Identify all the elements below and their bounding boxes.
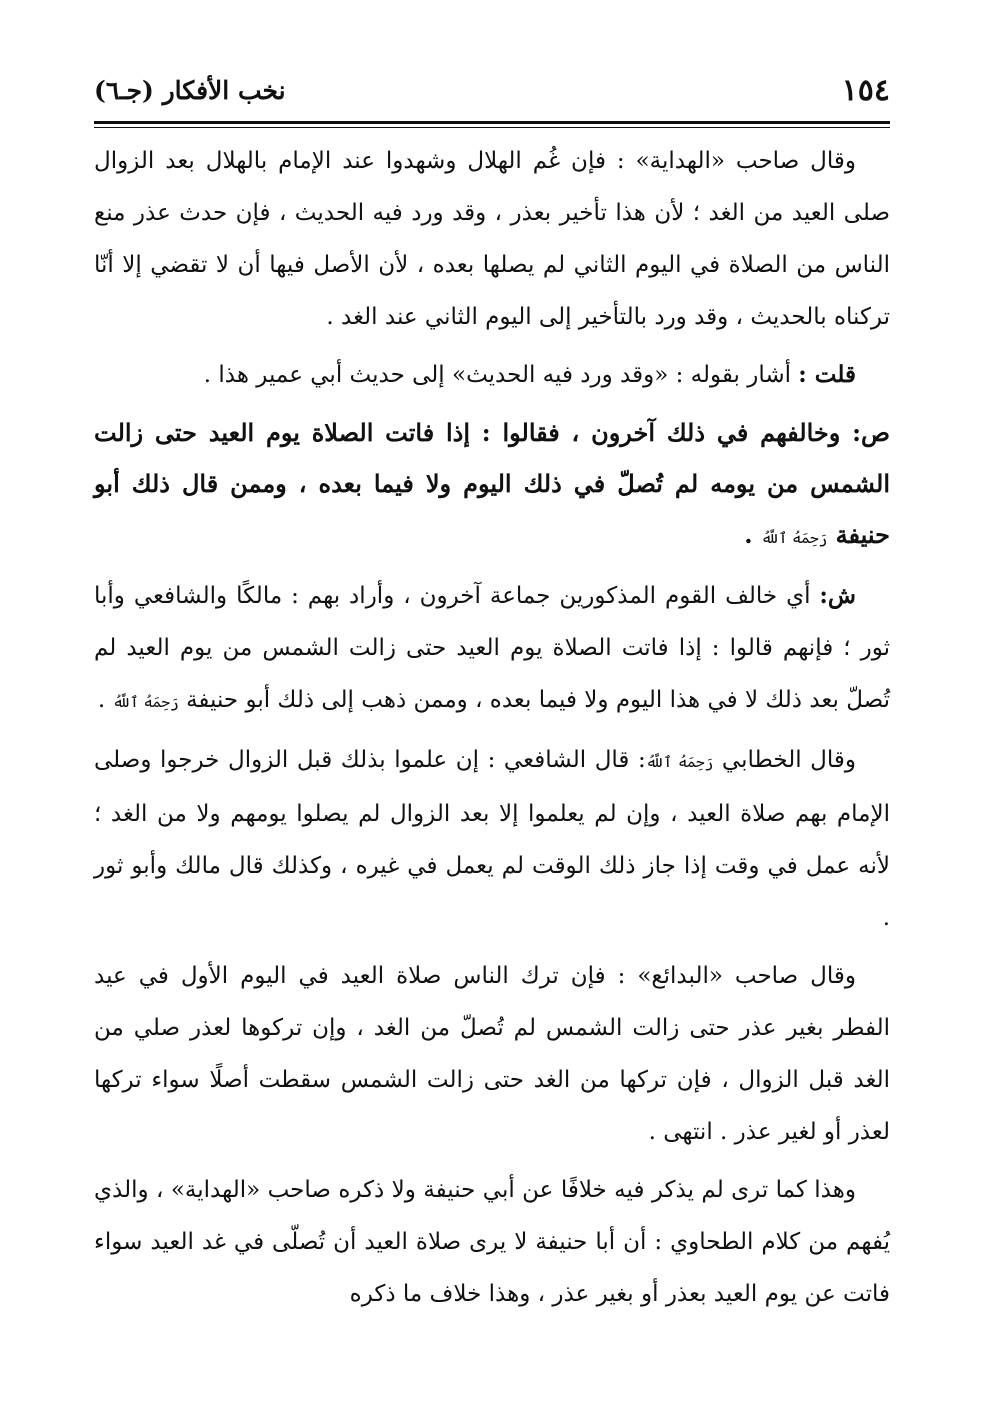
paragraph-text: : قال الشافعي : إن علموا بذلك قبل الزوال خرجوا وصلى الإمام بهم صلاة العيد ، وإن لم يعلموا إلا بعد الزوال لم يصلوا يومهم ولا من الغد ؛ لأنه عمل في وقت إذا جاز ذلك الوقت لم يعمل في غيره ، وكذلك قال مالك وأبو ثور . [94, 747, 890, 931]
paragraph-hidaya-quote [94, 135, 890, 343]
sad-marker: ص: [852, 418, 890, 447]
honorific-rahimahullah: رَحِمَهُ ٱللَّهُ [761, 529, 828, 547]
paragraph-text: وقال صاحب «الهداية» : فإن غُم الهلال وشهدوا عند الإمام بالهلال بعد الزوال صلى العيد من الغد ؛ لأن هذا تأخير بعذر ، وقد ورد فيه الحديث ، فإن حدث عذر منع الناس من الصلاة في اليوم الثاني لم يصلها بعده ، لأن الأصل فيها أن لا تقضي إلا أنّا تركناه بالحديث ، وقد ورد بالتأخير إلى اليوم الثاني عند الغد . [94, 148, 890, 330]
paragraph-text: وهذا كما ترى لم يذكر فيه خلافًا عن أبي حنيفة ولا ذكره صاحب «الهداية» ، والذي يُفهم من كلام الطحاوي : أن أبا حنيفة لا يرى صلاة العيد أن تُصلّى في غد العيد سواء فاتت عن يوم العيد بعذر أو بغير عذر ، وهذا خلاف ما ذكره [94, 1177, 890, 1307]
shin-marker: ش: [819, 582, 856, 609]
header-rule-thin [94, 127, 890, 128]
running-header [94, 62, 890, 118]
paragraph-qultu [94, 349, 890, 401]
paragraph-text: وقال صاحب «البدائع» : فإن ترك الناس صلاة العيد في اليوم الأول في عيد الفطر بغير عذر حتى زالت الشمس لم تُصلّ من الغد ، وإن تركوها لعذر صلي من الغد قبل الزوال ، فإن تركها من الغد حتى زالت الشمس سقطت أصلًا سواء تركها لعذر أو لغير عذر . انتهى . [94, 963, 890, 1145]
paragraph-text: أي خالف القوم المذكورين جماعة آخرون ، وأراد بهم : مالكًا والشافعي وأبا ثور ؛ فإنهم قالوا : إذا فاتت الصلاة يوم العيد حتى زالت الشمس من يوم العيد لم تُصلّ بعد ذلك لا في هذا اليوم ولا فيما بعده ، وممن ذهب إلى ذلك أبو حنيفة [94, 583, 890, 713]
body-text [94, 135, 890, 1326]
paragraph-sharh [94, 570, 890, 728]
paragraph-matn [94, 407, 890, 564]
paragraph-end: . [744, 520, 762, 549]
paragraph-pre: وقال الخطابي [713, 747, 857, 773]
book-title: نخب الأفكار (جـ٦) [94, 75, 286, 105]
honorific-rahimahullah: رَحِمَهُ ٱللَّهُ [645, 753, 714, 771]
header-rule [94, 121, 890, 124]
paragraph-badai [94, 950, 890, 1158]
honorific-rahimahullah: رَحِمَهُ ٱللَّهُ [112, 693, 179, 711]
paragraph-end: . [97, 687, 113, 713]
paragraph-text: أشار بقوله : «وقد ورد فيه الحديث» إلى حديث أبي عمير هذا . [203, 362, 799, 388]
paragraph-conclusion [94, 1164, 890, 1320]
qultu-marker: قلت : [798, 361, 856, 388]
page-number: ١٥٤ [841, 72, 890, 108]
paragraph-khattabi [94, 734, 890, 944]
paragraph-text: وخالفهم في ذلك آخرون ، فقالوا : إذا فاتت الصلاة يوم العيد حتى زالت الشمس من يومه لم تُصلّ في ذلك اليوم ولا فيما بعده ، وممن قال ذلك أبو حنيفة [94, 418, 890, 549]
